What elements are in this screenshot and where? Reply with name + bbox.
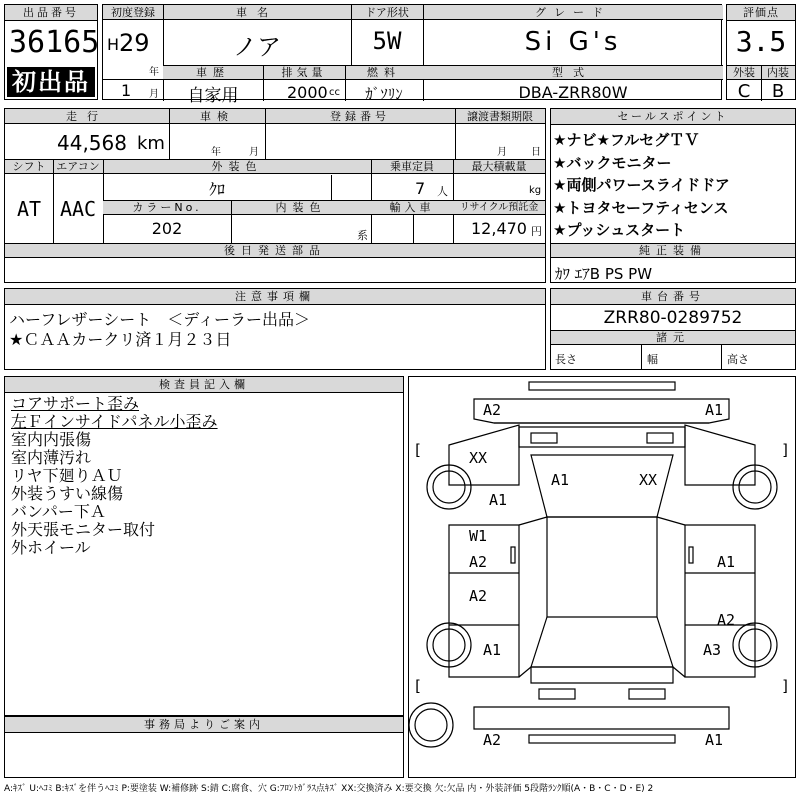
door-label: ドア形状	[365, 6, 409, 19]
first-reg-month: 1	[121, 81, 132, 100]
sales-point-item: ★バックモニター	[553, 153, 672, 172]
bracket-left: [	[413, 441, 423, 459]
fuel-value: ｶﾞｿﾘﾝ	[365, 85, 403, 103]
car-outline-diagram	[409, 377, 795, 777]
score-value: 3.5	[735, 25, 787, 58]
recycle-value: 12,470	[471, 219, 527, 238]
load-label: 最大積載量	[471, 160, 527, 173]
displacement-value: 2000	[287, 83, 328, 102]
month-unit: 月	[149, 89, 159, 100]
notes-box	[4, 288, 546, 370]
transfer-month-unit: 月	[497, 147, 507, 158]
damage-diagram	[408, 376, 796, 778]
score-box	[726, 4, 796, 100]
chassis-number: ZRR80-0289752	[603, 308, 743, 328]
damage-door-fl: A2	[469, 553, 488, 571]
grade-value: Si G's	[524, 27, 622, 57]
damage-front-right: A1	[705, 401, 724, 419]
dims-label: 諸元	[656, 331, 690, 344]
office-label: 事務局よりご案内	[5, 717, 403, 733]
office-box	[4, 716, 404, 778]
sales-points-list	[553, 129, 730, 242]
damage-fender-left-xx: XX	[469, 449, 488, 467]
history-value: 自家用	[187, 86, 239, 106]
damage-rear-fender-right: A3	[703, 641, 722, 659]
chassis-box	[550, 288, 796, 370]
details-table	[4, 108, 546, 283]
lot-label: 出品番号	[5, 5, 97, 21]
notes-list	[9, 310, 310, 350]
interior-label: 内装	[767, 66, 789, 79]
inspector-line: リヤ下廻りＡＵ	[11, 466, 123, 485]
inspector-line: 外装うすい線傷	[11, 484, 124, 503]
exterior-grade: C	[737, 81, 751, 102]
color-no-value: 202	[151, 219, 183, 238]
history-label: 車歴	[196, 66, 230, 79]
model-label: 型式	[552, 66, 594, 79]
recycle-label: リサイクル預託金	[459, 202, 539, 213]
era-letter: H	[107, 35, 120, 54]
displacement-label: 排気量	[281, 66, 327, 79]
fuel-label: 燃料	[367, 66, 401, 79]
load-unit: kg	[529, 185, 542, 196]
damage-door-fr: A1	[717, 553, 736, 571]
capacity-value: 7	[415, 179, 426, 198]
damage-fender-left: A1	[489, 491, 508, 509]
inspection-year-unit: 年	[211, 147, 221, 158]
note-line: ★ＣＡＡカークリ済１月２３日	[9, 330, 232, 349]
bracket-left-rear: [	[413, 677, 423, 695]
length-label: 長さ	[555, 353, 577, 366]
shift-label: シフト	[12, 160, 46, 173]
inspector-line: 外天張モニター取付	[11, 520, 156, 539]
sales-point-item: ★プッシュスタート	[553, 221, 686, 239]
first-reg-label: 初度登録	[111, 6, 155, 19]
inspector-line: 左Ｆインサイドパネル小歪み	[11, 412, 218, 431]
exterior-label: 外装	[733, 66, 755, 79]
first-reg-year: 29	[119, 29, 150, 57]
first-listing-badge: 初出品	[7, 67, 95, 97]
ac-value: AAC	[59, 197, 97, 221]
bracket-right: ]	[781, 441, 791, 459]
bracket-right-rear: ]	[781, 677, 791, 695]
later-parts-label: 後日発送部品	[224, 244, 326, 257]
inspector-label: 検査員記入欄	[5, 377, 403, 393]
sales-points-label: セールスポイント	[551, 109, 795, 125]
damage-rear-right: A1	[705, 731, 724, 749]
ac-label: エアコン	[56, 160, 100, 173]
color-label: 外装色	[211, 160, 263, 173]
equipment-label: 純正装備	[639, 244, 707, 257]
color-value: ｸﾛ	[208, 180, 225, 199]
equipment-value: ｶﾜ ｴｱB PS PW	[555, 265, 653, 283]
inspector-list	[11, 395, 218, 557]
inspector-line: コアサポート歪み	[11, 394, 140, 413]
int-color-label: 内装色	[275, 201, 327, 214]
legend-text: A:ｷｽﾞ U:ﾍｺﾐ B:ｷｽﾞを伴うﾍｺﾐ P:要塗装 W:補修跡 S:錆 C:腐食、穴 G:ﾌﾛﾝﾄｶﾞﾗｽ点ｷｽﾞ XX:交換済み X:要交換 欠:欠品 内・外装評価 5段階ﾗﾝｸ順(A・B・C・D・E) 2	[4, 784, 654, 794]
color-no-label: カラーNo.	[132, 201, 202, 214]
width-label: 幅	[647, 353, 658, 366]
plate-label: 登録番号	[330, 110, 390, 123]
inspector-line: 室内薄汚れ	[11, 448, 92, 467]
sales-points-box	[550, 108, 796, 283]
lot-box	[4, 4, 98, 100]
inspector-line: バンパー下Ａ	[11, 502, 106, 521]
note-line: ハーフレザーシート ＜ディーラー出品＞	[9, 310, 310, 329]
transfer-day-unit: 日	[531, 147, 541, 158]
import-label: 輸入車	[389, 201, 435, 214]
sales-point-item: ★両側パワースライドドア	[553, 176, 730, 194]
damage-front-left: A2	[483, 401, 502, 419]
inspector-line: 室内内張傷	[11, 430, 92, 449]
shift-value: AT	[16, 197, 42, 221]
notes-label: 注意事項欄	[5, 289, 545, 305]
displacement-unit: cc	[329, 87, 340, 98]
damage-rear-left: A2	[483, 731, 502, 749]
sales-point-item: ★トヨタセーフティセンス	[553, 198, 729, 217]
mileage-value: 44,568	[57, 131, 127, 155]
car-name: ノア	[233, 33, 281, 61]
chassis-label: 車台番号	[551, 289, 795, 305]
damage-w1: W1	[469, 527, 488, 545]
recycle-unit: 円	[531, 225, 542, 238]
score-label: 評価点	[727, 5, 795, 21]
inspector-box	[4, 376, 404, 716]
mileage-label: 走行	[66, 110, 108, 123]
sales-point-item: ★ナビ★フルセグＴＶ	[553, 131, 700, 149]
inspection-label: 車検	[200, 110, 234, 123]
inspector-line: 外ホイール	[11, 538, 91, 557]
year-unit: 年	[149, 67, 159, 78]
inspection-month-unit: 月	[249, 147, 259, 158]
door-type: 5W	[372, 27, 402, 55]
mileage-unit: km	[137, 133, 165, 154]
lot-number: 36165	[9, 25, 100, 60]
model-value: DBA-ZRR80W	[518, 83, 628, 102]
damage-hood-right: XX	[639, 471, 658, 489]
vehicle-info-table	[102, 4, 722, 106]
capacity-label: 乗車定員	[390, 160, 434, 173]
int-color-unit: 系	[357, 229, 368, 242]
interior-grade: B	[771, 81, 785, 102]
damage-hood-left: A1	[551, 471, 570, 489]
transfer-label: 譲渡書類期限	[467, 110, 533, 123]
height-label: 高さ	[727, 353, 749, 366]
damage-door-rl: A2	[469, 587, 488, 605]
damage-door-rr: A2	[717, 611, 736, 629]
damage-rear-fender-left: A1	[483, 641, 502, 659]
car-name-label: 車名	[236, 6, 278, 19]
grade-label: グレード	[535, 6, 611, 19]
capacity-unit: 人	[437, 185, 448, 198]
